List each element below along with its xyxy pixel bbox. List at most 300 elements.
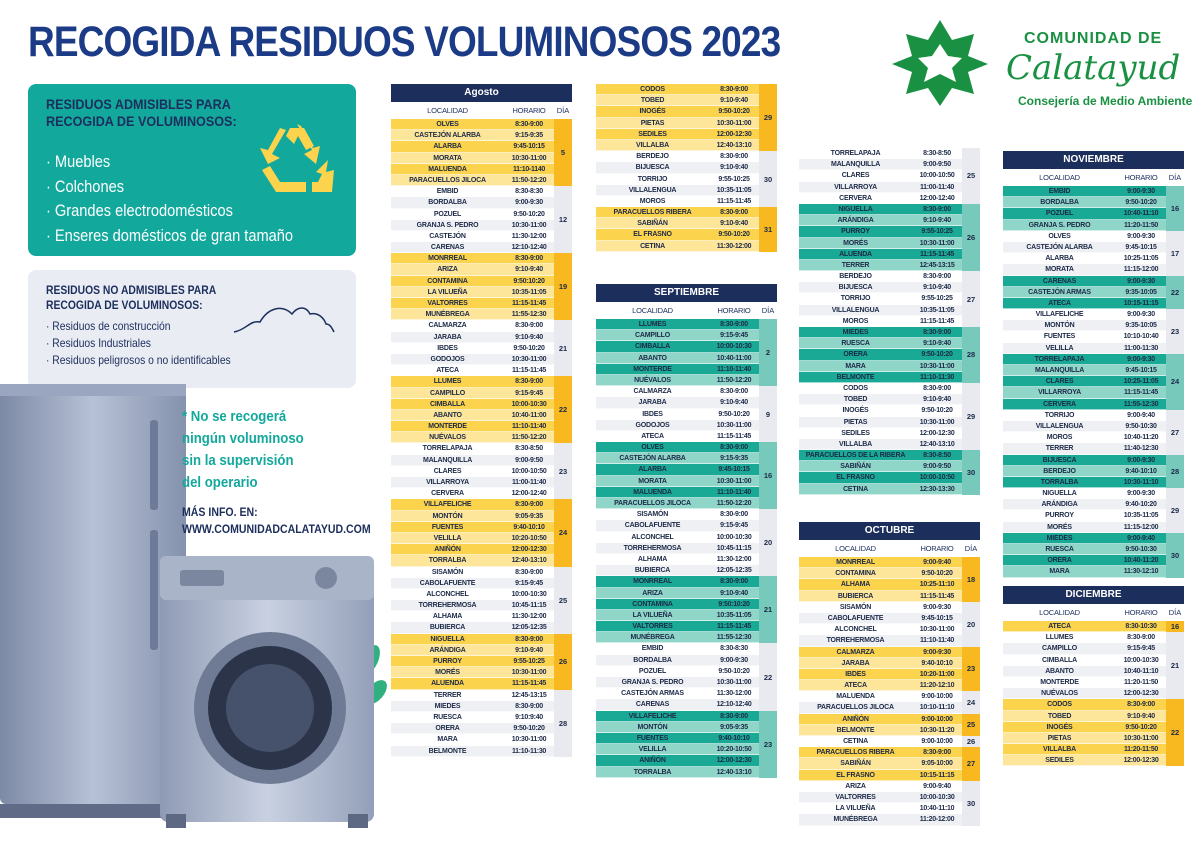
horario-cell: 8:30-9:00 xyxy=(515,121,543,128)
horario-cell: 9:10-9:40 xyxy=(720,220,748,228)
table-row xyxy=(1003,287,1166,298)
table-row xyxy=(799,602,962,613)
horario-cell: 9:15-9:35 xyxy=(515,132,543,140)
localidad-cell: ALHAMA xyxy=(637,555,668,563)
dia-cell: 26 xyxy=(962,204,980,271)
table-row xyxy=(799,714,962,725)
table-row xyxy=(799,814,962,825)
month-noviembre xyxy=(1003,151,1184,578)
localidad-cell: SABIÑÁN xyxy=(840,760,871,768)
localidad-cell: VILLAFELICHE xyxy=(423,501,472,509)
localidad-cell: SISAMÓN xyxy=(431,568,464,576)
table-row xyxy=(596,431,759,442)
localidad-cell: ABANTO xyxy=(1045,667,1074,675)
column-header-localidad: LOCALIDAD xyxy=(427,106,468,115)
horario-cell: 10:00-10:30 xyxy=(511,400,547,408)
horario-cell: 8:30-9:00 xyxy=(515,255,543,263)
dia-cell: 21 xyxy=(759,576,777,643)
dia-cell: 16 xyxy=(1166,186,1184,231)
localidad-cell: VILLALBA xyxy=(635,141,669,149)
dia-cell: 29 xyxy=(1166,488,1184,533)
dia-cell: 27 xyxy=(962,271,980,327)
localidad-cell: ALARBA xyxy=(638,466,667,474)
dia-cell: 24 xyxy=(962,691,980,713)
dia-cell: 22 xyxy=(554,376,572,443)
dia-cell: 29 xyxy=(759,84,777,151)
localidad-cell: INOGÉS xyxy=(842,407,869,415)
day-group xyxy=(596,576,777,643)
table-row xyxy=(1003,343,1166,354)
localidad-cell: CETINA xyxy=(843,738,868,745)
table-row xyxy=(391,354,554,365)
table-row xyxy=(391,421,554,432)
localidad-cell: CASTEJÓN ALARBA xyxy=(1026,243,1093,251)
horario-cell: 8:30-9:00 xyxy=(720,321,748,328)
horario-cell: 12:00-12:40 xyxy=(511,490,547,498)
horario-cell: 10:00-10:30 xyxy=(716,343,752,351)
horario-cell: 8:30-9:00 xyxy=(923,749,951,757)
localidad-cell: MOROS xyxy=(639,197,666,205)
horario-cell: 10:35-11:05 xyxy=(919,306,955,314)
localidad-cell: IBDES xyxy=(845,670,866,678)
day-rows xyxy=(799,714,962,736)
horario-cell: 10:45-11:15 xyxy=(511,602,547,610)
horario-cell: 11:50-12:20 xyxy=(716,376,752,384)
horario-cell: 9:50-10:20 xyxy=(718,108,750,116)
localidad-cell: CARENAS xyxy=(635,701,670,709)
table-row xyxy=(391,667,554,678)
table-row xyxy=(596,643,759,654)
localidad-cell: CABOLAFUENTE xyxy=(624,522,681,530)
horario-cell: 9:40-10:10 xyxy=(513,523,545,531)
horario-cell: 9:50-10:20 xyxy=(718,667,750,675)
horario-cell: 12:40-13:10 xyxy=(511,557,547,565)
localidad-cell: CALMARZA xyxy=(836,648,875,656)
day-rows xyxy=(1003,632,1166,699)
horario-cell: 9:15-9:45 xyxy=(720,332,748,340)
table-row xyxy=(391,656,554,667)
column-headers xyxy=(1003,169,1184,186)
logo-line2: Calatayud xyxy=(1006,48,1181,88)
localidad-cell: CAMPILLO xyxy=(1042,645,1077,653)
dia-cell: 23 xyxy=(962,647,980,692)
horario-cell: 11:15-11:45 xyxy=(511,367,547,375)
table-row xyxy=(799,747,962,758)
day-group xyxy=(391,186,572,253)
localidad-cell: VALTORRES xyxy=(427,300,468,307)
day-rows xyxy=(596,442,759,509)
localidad-cell: NUÉVALOS xyxy=(1041,690,1078,698)
table-row xyxy=(391,499,554,510)
table-row xyxy=(1003,197,1166,208)
dia-cell: 20 xyxy=(759,509,777,576)
table-row xyxy=(391,242,554,253)
localidad-cell: NIGUELLA xyxy=(430,635,465,643)
admisibles-list xyxy=(46,150,333,248)
table-row xyxy=(391,287,554,298)
table-row xyxy=(596,554,759,565)
localidad-cell: ALCONCHEL xyxy=(426,590,469,598)
horario-cell: 10:30-11:00 xyxy=(1123,734,1159,742)
horario-cell: 10:10-11:10 xyxy=(919,704,955,712)
no-admisibles-heading-1: RESIDUOS NO ADMISIBLES PARA xyxy=(46,285,217,297)
localidad-cell: VALTORRES xyxy=(835,793,876,801)
horario-cell: 8:30-9:00 xyxy=(515,322,543,330)
month-agosto-cont xyxy=(596,84,777,252)
table-row xyxy=(596,498,759,509)
table-row xyxy=(799,428,962,439)
localidad-cell: BIJUESCA xyxy=(635,164,670,172)
horario-cell: 11:15-11:45 xyxy=(919,317,955,325)
table-row xyxy=(596,532,759,543)
horario-cell: 9:00-9:50 xyxy=(923,161,951,169)
table-row xyxy=(799,702,962,713)
note-line: * No se recogerá xyxy=(182,408,287,425)
table-row xyxy=(391,264,554,275)
localidad-cell: CIMBALLA xyxy=(430,400,465,408)
localidad-cell: PURROY xyxy=(841,228,870,236)
table-row xyxy=(1003,655,1166,666)
day-rows xyxy=(596,576,759,643)
horario-cell: 10:30-11:00 xyxy=(919,239,955,247)
horario-cell: 10:30-11:00 xyxy=(716,679,752,686)
day-group xyxy=(596,319,777,386)
horario-cell: 9:55-10:25 xyxy=(921,228,953,236)
horario-cell: 9:15-9:45 xyxy=(515,389,543,397)
star-logo-icon xyxy=(886,18,994,108)
localidad-cell: BELMONTE xyxy=(428,747,467,755)
localidad-cell: SABIÑÁN xyxy=(840,463,871,471)
horario-cell: 9:00-9:40 xyxy=(1127,534,1155,542)
horario-cell: 10:25-11:05 xyxy=(1123,378,1159,386)
localidad-cell: FUENTES xyxy=(1043,333,1076,341)
table-row xyxy=(391,701,554,712)
horario-cell: 9:00-9:50 xyxy=(515,456,543,464)
localidad-cell: NIGUELLA xyxy=(838,205,873,213)
localidad-cell: LLUMES xyxy=(638,321,667,328)
localidad-cell: PARACUELLOS RIBERA xyxy=(613,209,692,217)
horario-cell: 10:30-11:00 xyxy=(919,418,955,426)
day-group xyxy=(1003,231,1184,276)
horario-cell: 10:30-11:00 xyxy=(511,355,547,363)
horario-cell: 11:20-12:00 xyxy=(919,816,955,824)
day-rows xyxy=(799,450,962,495)
table-row xyxy=(391,164,554,175)
dia-cell: 25 xyxy=(554,567,572,634)
horario-cell: 8:30-9:00 xyxy=(720,388,748,396)
table-row xyxy=(799,170,962,181)
localidad-cell: MONTÓN xyxy=(637,723,668,731)
localidad-cell: MORÉS xyxy=(1047,523,1072,531)
horario-cell: 9:10-9:40 xyxy=(923,284,951,292)
day-rows xyxy=(391,119,554,186)
horario-cell: 11:10-11:40 xyxy=(919,637,955,645)
info-label: MÁS INFO. EN: xyxy=(182,505,258,519)
horario-cell: 9:00-9:30 xyxy=(923,648,951,656)
localidad-cell: MIEDES xyxy=(434,702,461,710)
horario-cell: 11:55-12:30 xyxy=(511,311,547,319)
list-item: · Residuos peligrosos o no identificables xyxy=(46,353,231,367)
table-row xyxy=(391,522,554,533)
localidad-cell: ALUENDA xyxy=(839,250,872,258)
horario-cell: 9:50-10:20 xyxy=(921,351,953,359)
table-row xyxy=(1003,264,1166,275)
horario-cell: 9:15-9:45 xyxy=(1127,645,1155,653)
localidad-cell: BIJUESCA xyxy=(1042,456,1077,464)
day-rows xyxy=(391,186,554,253)
localidad-cell: FUENTES xyxy=(636,734,669,742)
horario-cell: 8:30-8:30 xyxy=(720,645,748,653)
localidad-cell: ARÁNDIGA xyxy=(837,217,874,225)
dia-cell: 9 xyxy=(759,386,777,442)
localidad-cell: BERDEJO xyxy=(1043,467,1076,475)
localidad-cell: JARABA xyxy=(841,659,870,667)
table-row xyxy=(391,119,554,130)
localidad-cell: BUBIERCA xyxy=(429,624,466,632)
horario-cell: 12:05-12:35 xyxy=(716,567,752,575)
day-rows xyxy=(596,386,759,442)
horario-cell: 11:30-12:00 xyxy=(511,232,547,240)
localidad-cell: PURROY xyxy=(1045,512,1074,520)
localidad-cell: TORRELAPAJA xyxy=(830,150,881,157)
day-group xyxy=(799,747,980,781)
table-row xyxy=(391,388,554,399)
table-row xyxy=(596,520,759,531)
dia-cell: 30 xyxy=(962,450,980,495)
dia-cell: 24 xyxy=(554,499,572,566)
list-item: · Muebles xyxy=(46,152,111,171)
table-row xyxy=(596,711,759,722)
horario-cell: 9:50-10:20 xyxy=(513,210,545,218)
day-group xyxy=(799,557,980,602)
horario-cell: 9:00-9:40 xyxy=(923,559,951,566)
horario-cell: 9:10-9:40 xyxy=(515,333,543,341)
day-rows xyxy=(391,253,554,320)
horario-cell: 9:35-10:05 xyxy=(1125,288,1157,296)
localidad-cell: TOBED xyxy=(843,396,868,404)
localidad-cell: CALMARZA xyxy=(633,388,672,396)
column-header-dia: DÍA xyxy=(964,544,978,553)
table-row xyxy=(596,509,759,520)
table-row xyxy=(391,130,554,141)
localidad-cell: SEDILES xyxy=(841,429,870,437)
table-row xyxy=(391,376,554,387)
no-admisibles-box xyxy=(28,270,356,388)
localidad-cell: CODOS xyxy=(640,86,665,93)
horario-cell: 11:20-12:10 xyxy=(919,682,955,690)
localidad-cell: ABANTO xyxy=(638,354,667,362)
table-row xyxy=(1003,376,1166,387)
horario-cell: 9:50-10:20 xyxy=(921,407,953,415)
column-headers xyxy=(799,540,980,557)
localidad-cell: MALUENDA xyxy=(836,693,875,701)
note-line: del operario xyxy=(182,474,258,491)
table-row xyxy=(1003,555,1166,566)
horario-cell: 10:30-11:00 xyxy=(511,736,547,744)
horario-cell: 9:50-10:30 xyxy=(1125,546,1157,553)
table-row xyxy=(391,399,554,410)
horario-cell: 10:30-11:20 xyxy=(919,726,955,734)
list-item: · Residuos de construcción xyxy=(46,319,171,333)
table-row xyxy=(1003,399,1166,410)
localidad-cell: CETINA xyxy=(640,242,665,250)
horario-cell: 10:40-11:20 xyxy=(1123,434,1159,442)
day-rows xyxy=(1003,276,1166,310)
dia-cell: 23 xyxy=(554,443,572,499)
table-row xyxy=(799,579,962,590)
day-rows xyxy=(391,634,554,690)
localidad-cell: BUBIERCA xyxy=(634,567,671,575)
day-rows xyxy=(596,151,759,207)
localidad-cell: CODOS xyxy=(843,384,868,392)
localidad-cell: SISAMÓN xyxy=(839,603,872,611)
table-row xyxy=(391,555,554,566)
day-group xyxy=(1003,354,1184,410)
localidad-cell: LA VILUEÑA xyxy=(835,805,876,813)
localidad-cell: OLVES xyxy=(1048,232,1071,240)
localidad-cell: TERRER xyxy=(1045,445,1074,453)
horario-cell: 10:40-11:10 xyxy=(919,805,955,813)
localidad-cell: CONTAMINA xyxy=(632,600,673,608)
day-group xyxy=(596,386,777,442)
horario-cell: 9:05-10:00 xyxy=(921,760,953,768)
localidad-cell: BELMONTE xyxy=(836,373,875,381)
table-row xyxy=(799,338,962,349)
horario-cell: 9:40-10:10 xyxy=(1125,467,1157,475)
day-group xyxy=(1003,410,1184,455)
day-group xyxy=(1003,621,1184,632)
day-rows xyxy=(799,736,962,747)
day-rows xyxy=(799,271,962,327)
horario-cell: 10:35-11:05 xyxy=(511,288,547,296)
day-rows xyxy=(799,327,962,383)
horario-cell: 9:00-9:30 xyxy=(1127,277,1155,285)
localidad-cell: VILLARROYA xyxy=(1038,389,1081,397)
localidad-cell: MARA xyxy=(1049,568,1070,576)
day-rows xyxy=(391,690,554,757)
day-group xyxy=(596,509,777,576)
list-item: · Grandes electrodomésticos xyxy=(46,201,233,220)
localidad-cell: MARA xyxy=(437,736,458,744)
table-row xyxy=(1003,331,1166,342)
day-group xyxy=(1003,455,1184,489)
horario-cell: 8:30-10:30 xyxy=(1125,623,1157,630)
localidad-cell: MORATA xyxy=(1045,266,1074,274)
horario-cell: 8:30-9:00 xyxy=(515,635,543,643)
table-row xyxy=(596,565,759,576)
washing-machine-icon xyxy=(140,548,388,832)
table-row xyxy=(391,220,554,231)
dia-cell: 23 xyxy=(759,711,777,778)
table-row xyxy=(596,610,759,621)
table-row xyxy=(1003,643,1166,654)
table-row xyxy=(596,543,759,554)
dia-cell: 29 xyxy=(962,383,980,450)
table-row xyxy=(391,298,554,309)
localidad-cell: MIEDES xyxy=(1046,534,1073,542)
localidad-cell: POZUEL xyxy=(433,210,462,218)
table-row xyxy=(596,420,759,431)
day-group xyxy=(1003,488,1184,533)
table-row xyxy=(1003,466,1166,477)
localidad-cell: MUNÉBREGA xyxy=(425,311,470,319)
horario-cell: 9:50:10:20 xyxy=(513,277,545,285)
localidad-cell: CERVERA xyxy=(1043,400,1076,408)
localidad-cell: GODOJOS xyxy=(430,355,465,363)
table-row xyxy=(799,736,962,747)
month-header: NOVIEMBRE xyxy=(1003,151,1184,169)
localidad-cell: EMBID xyxy=(436,188,459,196)
localidad-cell: JARABA xyxy=(638,399,667,407)
localidad-cell: GODOJOS xyxy=(635,421,670,429)
localidad-cell: VELILLA xyxy=(638,746,667,754)
horario-cell: 9:05-9:35 xyxy=(515,512,543,520)
horario-cell: 9:45-10:15 xyxy=(513,143,545,151)
day-group xyxy=(391,253,572,320)
table-row xyxy=(1003,755,1166,766)
horario-cell: 9:00-9:30 xyxy=(1127,232,1155,240)
localidad-cell: CABOLAFUENTE xyxy=(419,579,476,587)
localidad-cell: SEDILES xyxy=(1045,757,1074,765)
table-row xyxy=(1003,365,1166,376)
horario-cell: 8:30-9:00 xyxy=(720,712,748,720)
localidad-cell: LLUMES xyxy=(1045,634,1074,642)
localidad-cell: MOROS xyxy=(1046,434,1073,442)
localidad-cell: BIJUESCA xyxy=(838,284,873,292)
localidad-cell: VELILLA xyxy=(433,534,462,542)
table-row xyxy=(596,397,759,408)
day-rows xyxy=(1003,410,1166,455)
localidad-cell: VILLALENGUA xyxy=(831,306,880,314)
table-row xyxy=(799,613,962,624)
table-row xyxy=(596,151,759,162)
horario-cell: 9:00-9:30 xyxy=(1127,490,1155,498)
table-row xyxy=(596,464,759,475)
table-row xyxy=(799,148,962,159)
horario-cell: 11:15-11:45 xyxy=(511,680,547,688)
dia-cell: 5 xyxy=(554,119,572,186)
localidad-cell: MONRREAL xyxy=(633,578,672,586)
column-headers xyxy=(391,102,572,119)
table-row xyxy=(391,209,554,220)
table-row xyxy=(596,621,759,632)
no-admisibles-heading xyxy=(46,284,216,314)
info-url[interactable]: WWW.COMUNIDADCALATAYUD.COM xyxy=(182,522,371,536)
table-row xyxy=(799,282,962,293)
table-row xyxy=(391,533,554,544)
table-row xyxy=(799,293,962,304)
horario-cell: 11:50-12:20 xyxy=(511,176,547,184)
horario-cell: 9:45-10:15 xyxy=(718,466,750,474)
horario-cell: 8:30-9:00 xyxy=(923,273,951,281)
horario-cell: 8:30-9:00 xyxy=(720,511,748,519)
localidad-cell: MONTÓN xyxy=(432,512,463,520)
horario-cell: 10:00-10:30 xyxy=(716,533,752,541)
localidad-cell: MORATA xyxy=(638,477,667,485)
localidad-cell: TORRELAPAJA xyxy=(1034,355,1085,363)
day-rows xyxy=(391,499,554,566)
localidad-cell: CLARES xyxy=(433,467,462,475)
table-row xyxy=(391,175,554,186)
horario-cell: 9:00-9:40 xyxy=(1127,411,1155,419)
day-group xyxy=(596,84,777,151)
day-group xyxy=(596,711,777,778)
day-group xyxy=(799,714,980,736)
horario-cell: 11:15-11:45 xyxy=(716,197,752,205)
table-row xyxy=(391,410,554,421)
dia-cell: 23 xyxy=(1166,309,1184,354)
table-row xyxy=(391,712,554,723)
